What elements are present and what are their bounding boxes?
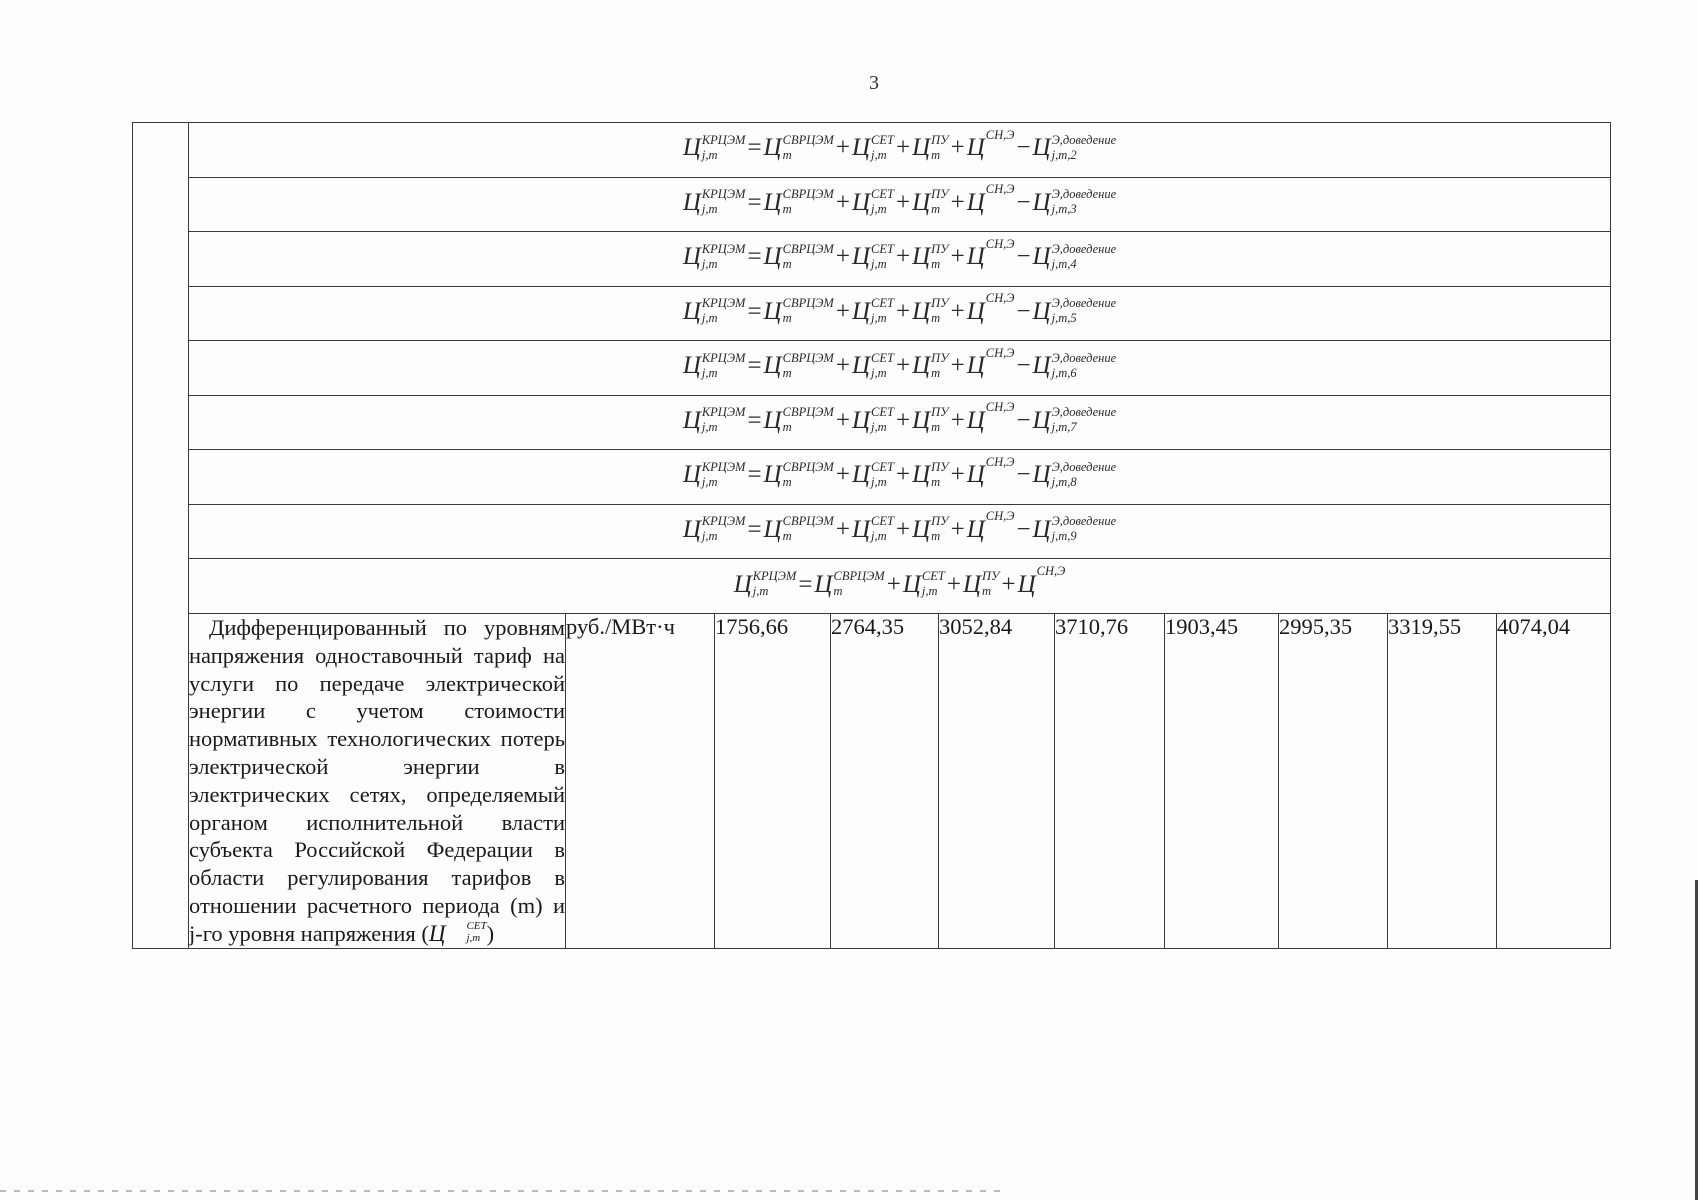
row-number-cell	[133, 504, 189, 559]
formula-row	[133, 177, 1611, 232]
formula-cell	[189, 232, 1611, 287]
scan-noise	[0, 1190, 1000, 1192]
formula-row	[133, 341, 1611, 396]
price-formula: Ц КРЦЭМ j,m =Ц СВРЦЭМ m +Ц СЕТ j,m +Ц ПУ m +ЦСН,Э−Ц Э,доведение j,m,6	[682, 345, 1117, 380]
price-formula: Ц КРЦЭМ j,m =Ц СВРЦЭМ m +Ц СЕТ j,m +Ц ПУ m +ЦСН,Э−Ц Э,доведение j,m,4	[682, 236, 1117, 271]
formula-row	[133, 504, 1611, 559]
formula-cell	[189, 559, 1611, 614]
row-number-cell	[133, 614, 189, 949]
formula-cell	[189, 395, 1611, 450]
price-formula: Ц КРЦЭМ j,m =Ц СВРЦЭМ m +Ц СЕТ j,m +Ц ПУ m +ЦСН,Э−Ц Э,доведение j,m,9	[682, 509, 1117, 544]
row-number-cell	[133, 341, 189, 396]
value-cell: 3052,84	[939, 614, 1055, 949]
row-number-cell	[133, 232, 189, 287]
formula-cell	[189, 450, 1611, 505]
row-number-cell	[133, 123, 189, 178]
tariff-description: Дифференцированный по уровням напряжения одноставочный тариф на услуги по передаче электрической энергии с учетом стоимости нормативных технологических потерь электрической энергии в электрических сетях, определяемый органом исполнительной власти субъекта Российской Федерации в области регулирования тарифов в отношении расчетного периода (m) и j-го уровня напряжения (	[189, 615, 565, 946]
tariff-data-row	[133, 614, 1611, 949]
value-cell: 3710,76	[1055, 614, 1165, 949]
price-formula: Ц КРЦЭМ j,m =Ц СВРЦЭМ m +Ц СЕТ j,m +Ц ПУ m +ЦСН,Э−Ц Э,доведение j,m,5	[682, 291, 1117, 326]
formula-cell	[189, 341, 1611, 396]
price-formula: Ц КРЦЭМ j,m =Ц СВРЦЭМ m +Ц СЕТ j,m +Ц ПУ m +ЦСН,Э−Ц Э,доведение j,m,8	[682, 454, 1117, 489]
unit-cell: руб./МВт·ч	[566, 614, 715, 949]
value-cell: 3319,55	[1388, 614, 1497, 949]
value-cell: 2995,35	[1279, 614, 1388, 949]
formula-row	[133, 559, 1611, 614]
row-number-cell	[133, 177, 189, 232]
price-formula: Ц КРЦЭМ j,m =Ц СВРЦЭМ m +Ц СЕТ j,m +Ц ПУ m +ЦСН,Э−Ц Э,доведение j,m,2	[682, 127, 1117, 162]
value-cell: 1756,66	[715, 614, 831, 949]
price-formula: Ц КРЦЭМ j,m =Ц СВРЦЭМ m +Ц СЕТ j,m +Ц ПУ m +ЦСН,Э−Ц Э,доведение j,m,3	[682, 182, 1117, 217]
page-number: 3	[869, 72, 879, 94]
row-number-cell	[133, 395, 189, 450]
formula-row	[133, 450, 1611, 505]
formula-row	[133, 286, 1611, 341]
formula-cell	[189, 123, 1611, 178]
price-formula: Ц КРЦЭМ j,m =Ц СВРЦЭМ m +Ц СЕТ j,m +Ц ПУ m +ЦСН,Э	[733, 564, 1066, 598]
formula-row	[133, 232, 1611, 287]
price-formula: Ц КРЦЭМ j,m =Ц СВРЦЭМ m +Ц СЕТ j,m +Ц ПУ m +ЦСН,Э−Ц Э,доведение j,m,7	[682, 400, 1117, 435]
formula-cell	[189, 286, 1611, 341]
row-number-cell	[133, 450, 189, 505]
value-cell: 1903,45	[1165, 614, 1279, 949]
row-number-cell	[133, 559, 189, 614]
formula-cell	[189, 504, 1611, 559]
tariff-description-cell: Дифференцированный по уровням напряжения одноставочный тариф на услуги по передаче электрической энергии с учетом стоимости нормативных технологических потерь электрической энергии в электрических сетях, определяемый органом исполнительной власти субъекта Российской Федерации в области регулирования тарифов в отношении расчетного периода (m) и j-го уровня напряжения (Ц СЕТ j,m )	[189, 614, 566, 949]
formula-row	[133, 123, 1611, 178]
tariff-table	[132, 122, 1611, 949]
formula-row	[133, 395, 1611, 450]
value-cell: 4074,04	[1497, 614, 1611, 949]
row-number-cell	[133, 286, 189, 341]
inline-formula: Ц СЕТ j,m	[428, 920, 487, 946]
value-cell: 2764,35	[831, 614, 939, 949]
formula-cell	[189, 177, 1611, 232]
